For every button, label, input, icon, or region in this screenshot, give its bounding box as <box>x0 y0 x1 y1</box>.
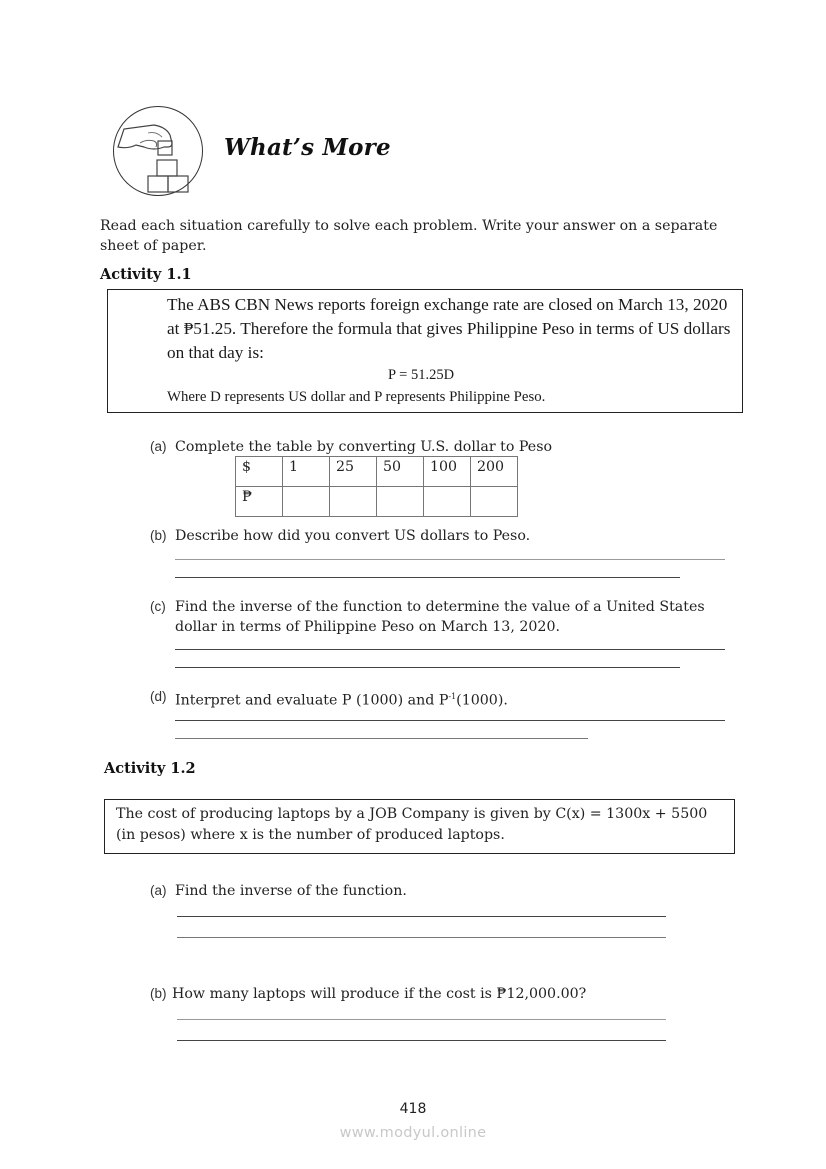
table-cell: 200 <box>471 457 518 487</box>
section-title: What’s More <box>224 134 391 161</box>
question-text: Complete the table by converting U.S. dollar to Peso <box>175 439 553 455</box>
answer-line[interactable] <box>175 667 680 668</box>
question-label: (c) <box>150 599 166 614</box>
answer-cell[interactable] <box>424 487 471 517</box>
answer-cell[interactable] <box>471 487 518 517</box>
conversion-table <box>235 456 518 517</box>
question-text: Describe how did you convert US dollars to Peso. <box>175 528 531 544</box>
table-cell: ₱ <box>236 487 283 517</box>
question-text: Find the inverse of the function. <box>175 883 407 899</box>
answer-line[interactable] <box>177 1019 666 1020</box>
question-label: (b) <box>150 986 167 1001</box>
formula: P = 51.25D <box>388 367 455 383</box>
table-row-pesos <box>236 487 518 517</box>
hand-stacking-blocks-icon <box>113 106 203 196</box>
answer-line[interactable] <box>177 916 666 917</box>
table-cell: $ <box>236 457 283 487</box>
question-b <box>150 526 530 546</box>
table-row-dollars <box>236 457 518 487</box>
activity-1-1-paragraph: The ABS CBN News reports foreign exchange rate are closed on March 13, 2020 at ₱51.25. Therefore the formula that gives Philippine Peso in terms of US dollars on that day is: <box>167 295 731 362</box>
question-text-part: (1000). <box>456 692 508 709</box>
table-cell: 1 <box>283 457 330 487</box>
variable-definition: Where D represents US dollar and P represents Philippine Peso. <box>167 389 546 405</box>
answer-line[interactable] <box>177 937 666 938</box>
question-2b <box>150 984 586 1004</box>
activity-1-2-heading: Activity 1.2 <box>104 760 196 777</box>
question-d <box>150 687 508 711</box>
question-label: (d) <box>150 689 167 704</box>
table-cell: 25 <box>330 457 377 487</box>
instructions: Read each situation carefully to solve each problem. Write your answer on a separate sheet of paper. <box>100 218 718 254</box>
answer-cell[interactable] <box>283 487 330 517</box>
question-label: (a) <box>150 439 167 454</box>
activity-1-1-heading: Activity 1.1 <box>100 266 192 283</box>
inverse-superscript: -1 <box>448 692 457 701</box>
question-text-part: Interpret and evaluate P (1000) and P <box>175 692 449 709</box>
answer-cell[interactable] <box>377 487 424 517</box>
table-cell: 50 <box>377 457 424 487</box>
page-number: 418 <box>399 1101 427 1117</box>
question-label: (b) <box>150 528 167 543</box>
answer-line[interactable] <box>177 1040 666 1041</box>
answer-line[interactable] <box>175 720 725 721</box>
answer-line[interactable] <box>175 577 680 578</box>
question-label: (a) <box>150 883 167 898</box>
answer-line[interactable] <box>175 649 725 650</box>
answer-line[interactable] <box>175 559 725 560</box>
question-a <box>150 437 552 457</box>
question-text <box>175 687 508 711</box>
question-text: Find the inverse of the function to determine the value of a United States dollar in terms of Philippine Peso on March 13, 2020. <box>175 599 705 635</box>
answer-cell[interactable] <box>330 487 377 517</box>
question-c <box>150 597 725 637</box>
question-text: How many laptops will produce if the cost is ₱12,000.00? <box>172 986 587 1002</box>
activity-1-2-paragraph: The cost of producing laptops by a JOB Company is given by C(x) = 1300x + 5500 (in pesos) where x is the number of produced laptops. <box>116 806 708 843</box>
question-2a <box>150 881 407 901</box>
watermark: www.modyul.online <box>339 1125 487 1141</box>
table-cell: 100 <box>424 457 471 487</box>
answer-line[interactable] <box>175 738 588 739</box>
